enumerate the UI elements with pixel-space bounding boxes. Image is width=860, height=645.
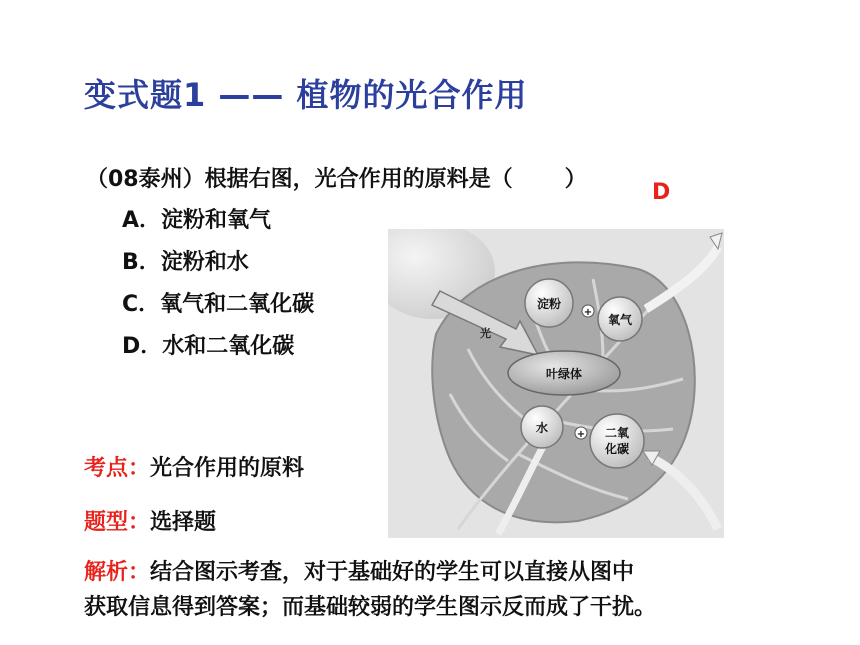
chloroplast-label: 叶绿体 — [545, 367, 583, 381]
exam-point-label: 考点： — [84, 456, 151, 481]
co2-label-line1: 二氧 — [604, 426, 630, 440]
page-title: 变式题1 —— 植物的光合作用 — [84, 76, 528, 114]
analysis-text-2: 获取信息得到答案；而基础较弱的学生图示反而成了干扰。 — [84, 595, 657, 620]
plus-top-label: + — [583, 307, 593, 318]
question-stem: （08泰州）根据右图，光合作用的原料是（ — [86, 167, 513, 192]
oxygen-label: 氧气 — [607, 313, 633, 327]
option-b: B．淀粉和水 — [122, 250, 249, 275]
option-c: C．氧气和二氧化碳 — [122, 292, 315, 317]
co2-ball — [590, 414, 644, 468]
option-a: A．淀粉和氧气 — [122, 208, 272, 233]
exam-point-text: 光合作用的原料 — [150, 456, 305, 481]
question-type-label: 题型： — [84, 510, 151, 535]
photosynthesis-figure — [388, 229, 724, 538]
analysis-text-1: 结合图示考查，对于基础好的学生可以直接从图中 — [150, 560, 635, 585]
analysis-label: 解析： — [84, 560, 151, 585]
answer-mark: D — [652, 180, 671, 205]
question-type — [84, 505, 216, 536]
plus-bottom-label: + — [576, 429, 586, 440]
exam-point — [84, 451, 304, 482]
question-type-text: 选择题 — [150, 510, 217, 535]
option-d: D．水和二氧化碳 — [122, 334, 295, 359]
question-text — [86, 162, 587, 193]
starch-label: 淀粉 — [536, 297, 562, 311]
question-close-paren: ） — [564, 167, 587, 192]
water-label: 水 — [535, 421, 549, 435]
analysis-line-1 — [84, 555, 634, 586]
co2-label-line2: 化碳 — [604, 442, 630, 456]
light-label: 光 — [480, 327, 491, 340]
